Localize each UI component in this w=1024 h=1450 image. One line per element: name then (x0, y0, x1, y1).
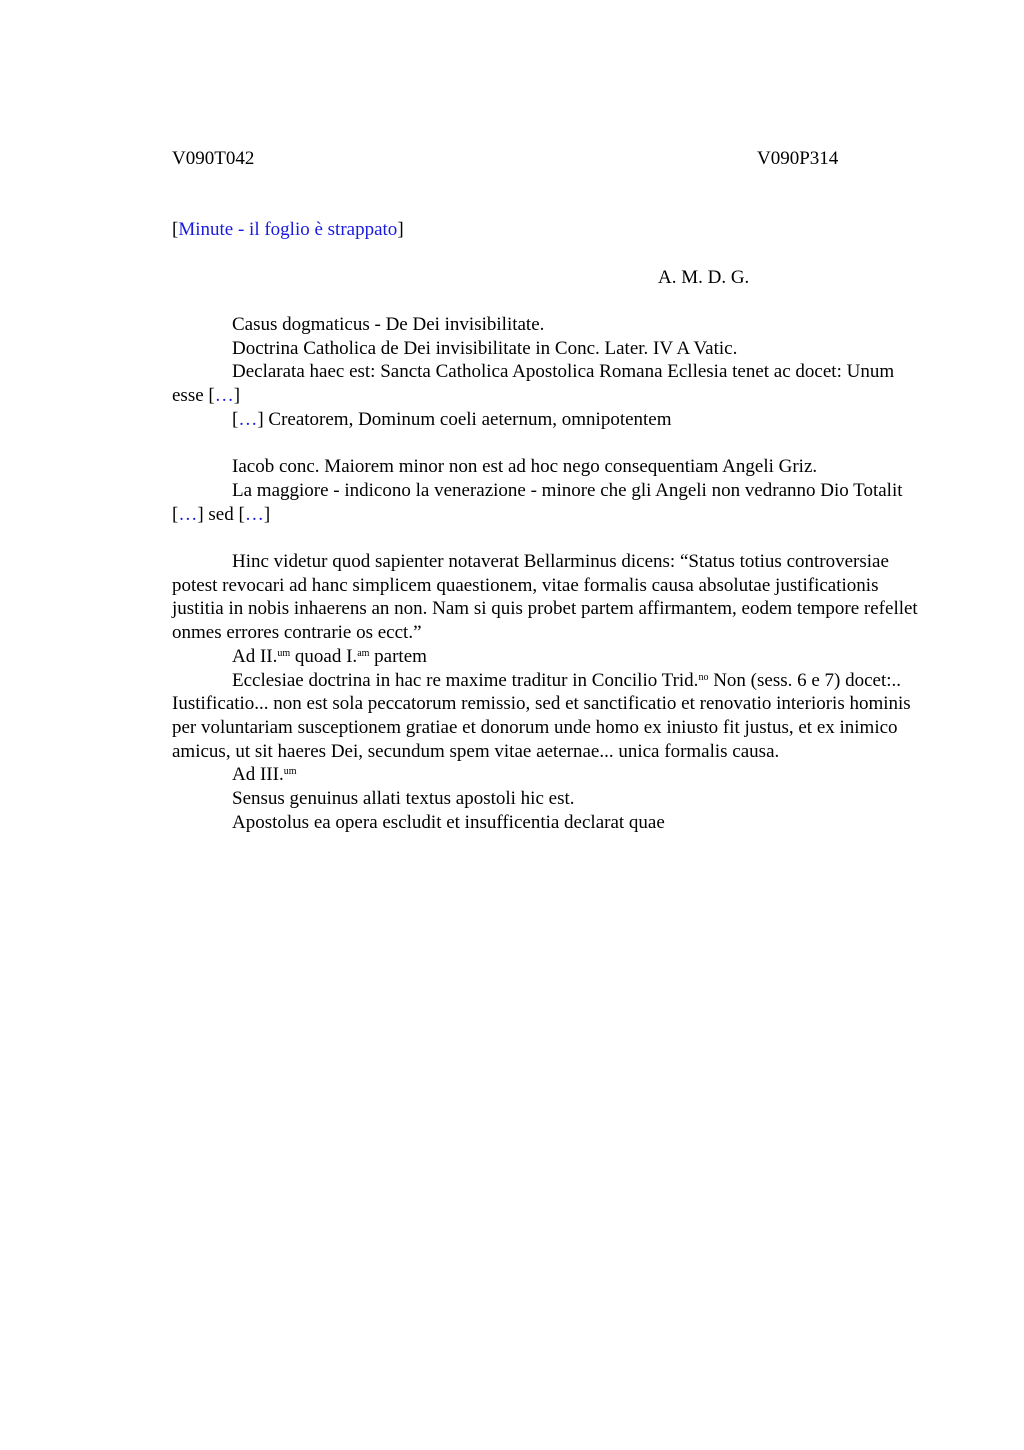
gap-open-bracket: [ (172, 503, 179, 525)
gap-ellipsis: … (244, 503, 264, 525)
note-open-bracket: [ (172, 219, 179, 240)
document-code-right: V090P314 (757, 148, 839, 169)
paragraph-8-part-a: Ad II. (232, 645, 278, 667)
editorial-note (172, 218, 404, 242)
paragraph-10 (172, 763, 920, 787)
note-text: Minute - il foglio è strappato (178, 219, 398, 240)
paragraph-6 (172, 479, 920, 526)
paragraph-4 (172, 408, 920, 432)
paragraph-12: Apostolus ea opera escludit et insufficentia declarat quae (232, 811, 665, 833)
paragraph-7: Hinc videtur quod sapienter notaverat Bellarminus dicens: “Status totius controversiae potest revocari ad hanc simplicem quaestionem, vitae formalis causa absolutae justificationis justitia in nobis inhaerens an non. Nam si quis probet partem affirmantem, eodem tempore refellet onmes errores contrarie os ecct.” (172, 551, 918, 644)
paragraph-3-text: Declarata haec est: Sancta Catholica Apostolica Romana Ecllesia tenet ac docet: Unum esse (172, 361, 895, 407)
gap-close-bracket: ] (263, 503, 271, 525)
paragraph-1: Casus dogmaticus - De Dei invisibilitate. (232, 314, 545, 335)
paragraph-10-part-a: Ad III. (232, 764, 284, 786)
paragraph-6-mid: sed (203, 503, 239, 525)
paragraph-8 (172, 645, 920, 669)
paragraph-3 (172, 360, 920, 407)
paragraph-4-text: Creatorem, Dominum coeli aeternum, omnipotentem (263, 408, 672, 430)
superscript: am (357, 647, 370, 659)
superscript: no (698, 671, 709, 683)
paragraph-11: Sensus genuinus allati textus apostoli hic est. (232, 788, 575, 810)
gap-ellipsis: … (214, 385, 234, 407)
document-code-left: V090T042 (172, 148, 255, 169)
blank-line (172, 526, 920, 550)
gap-ellipsis: … (238, 408, 258, 430)
paragraph-5: Iacob conc. Maiorem minor non est ad hoc nego consequentiam Angeli Griz. (232, 456, 818, 478)
paragraph-2: Doctrina Catholica de Dei invisibilitate in Conc. Later. IV A Vatic. (232, 337, 738, 359)
paragraph-9-part-b: Non (sess. 6 e 7) docet:.. Iustificatio... non est sola peccatorum remissio, sed et sanctificatio et renovatio interioris hominis per voluntariam susceptionem gratiae et donorum unde homo ex iniusto fit justus, et ex inimico amicus, ut sit haeres Dei, secundum spem vitae aeternae... unica formalis causa. (172, 669, 911, 762)
paragraph-8-part-b: quoad I. (290, 645, 358, 667)
gap-close-bracket: ] (233, 385, 241, 407)
superscript: um (277, 647, 291, 659)
paragraph-8-part-c: partem (369, 645, 427, 667)
note-close-bracket: ] (397, 219, 404, 240)
invocation: A. M. D. G. (658, 267, 750, 288)
gap-open-bracket: [ (208, 385, 215, 407)
superscript: um (283, 766, 297, 778)
document-body (172, 313, 920, 834)
gap-close-bracket: ] (197, 503, 204, 525)
blank-line (172, 432, 920, 456)
paragraph-9 (172, 669, 920, 764)
gap-close-bracket: ] (257, 408, 264, 430)
gap-ellipsis: … (178, 503, 198, 525)
paragraph-6-text: La maggiore - indicono la venerazione - minore che gli Angeli non vedranno Dio Totalit (232, 479, 903, 501)
gap-open-bracket: [ (232, 408, 239, 430)
gap-open-bracket: [ (238, 503, 245, 525)
paragraph-9-part-a: Ecclesiae doctrina in hac re maxime traditur in Concilio Trid. (232, 669, 699, 691)
